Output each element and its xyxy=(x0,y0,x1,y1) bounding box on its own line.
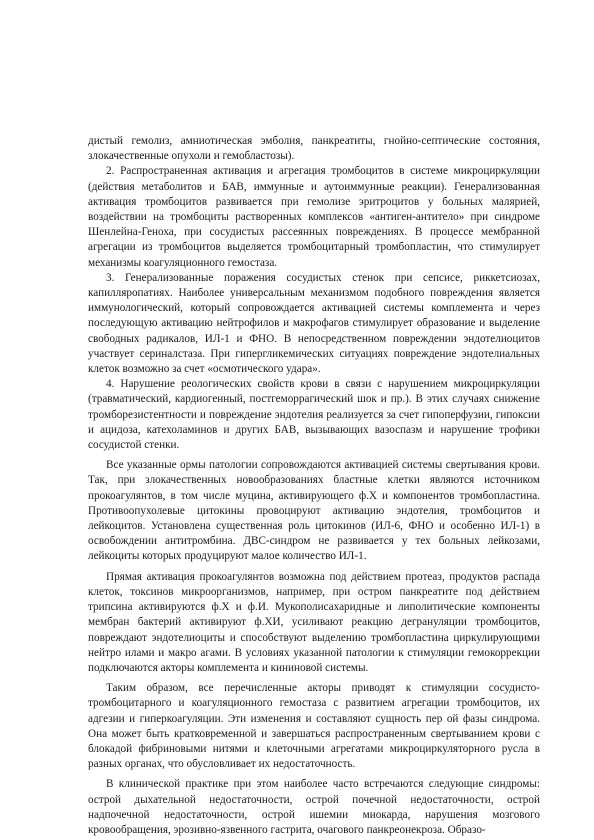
paragraph-item-4: 4. Нарушение реологических свойств крови в связи с нарушением микроциркуляции (травматический, кардиогенный, постгеморрагический шок и пр.). В этих случаях снижение тромборезистентности и повреждение эндотелия реализуется за счет гипоперфузии, гипоксии и ацидоза, катехоламинов и других БАВ, вызывающих вазоспазм и нарушение трофики сосудистой стенки. xyxy=(88,378,540,452)
paragraph-summary-first-phase: Таким образом, все перечисленные акторы приводят к стимуляции сосудисто-тромбоцитарного и коагуляционного гемостаза с развитием агрегации тромбоцитов, их адгезии и гиперкоагуляции. Эти изменения и составляют сущность пер ой фазы синдрома. Она может быть кратковременной и завершаться распространенным свертыванием крови с блокадой фибриновыми нитями и клеточными агрегатами микроциркуляторного русла в разных органах, что обусловливает их недостаточность. xyxy=(88,682,540,771)
paragraph-clinical-syndromes: В клинической практике при этом наиболее часто встречаются следующие синдромы: острой дыхательной недостаточности, острой почечной недостаточности, острой надпочечной недостаточности, острой ишемии миокарда, нарушения мозгового кровообращения, эрозивно-язвенного гастрита, очагового панкреонекроза. Образо- xyxy=(88,778,540,836)
document-page xyxy=(88,134,540,838)
paragraph-item-3: 3. Генерализованные поражения сосудистых стенок при сепсисе, риккетсиозах, капилляропатиях. Наиболее универсальным механизмом подобного повреждения является иммунологический, который сопровождается активацией системы комплемента и через последующую активацию нейтрофилов и макрофагов стимулирует образование и выделение свободных радикалов, ИЛ-1 и ФНО. В непосредственном повреждении эндотелиоцитов участвует сериналстаза. При гипергликемических ситуациях повреждение эндотелиальных клеток возможно за счет «осмотического удара». xyxy=(88,271,540,376)
paragraph-continuation: дистый гемолиз, амниотическая эмболия, панкреатиты, гнойно-септические состояния, злокачественные опухоли и гемобластозы). xyxy=(88,135,540,163)
paragraph-item-2: 2. Распространенная активация и агрегация тромбоцитов в системе микроциркуляции (действия метаболитов и БАВ, иммунные и аутоиммунные реакции). Генерализованная активация тромбоцитов развивается при гемолизе эритроцитов у больных малярией, воздействии на тромбоциты растворенных комплексов «антиген-антитело» при синдроме Шенлейна-Геноха, при сосудистых рассеянных повреждениях. В процессе мембранной агрегации из тромбоцитов выделяется тромбоцитарный тромбопластин, что стимулирует механизмы коагуляционного гемостаза. xyxy=(88,165,540,269)
paragraph-pathology-forms: Все указанные ормы патологии сопровождаются активацией системы свертывания крови. Так, при злокачественных новообразованиях бластные клетки являются источником прокоагулянтов, в том числе муцина, активирующего ф.Х и компонентов тромбопластина. Противоопухолевые цитокины провоцируют активацию эндотелия, тромбоцитов и лейкоцитов. Установлена существенная роль цитокинов (ИЛ-6, ФНО и особенно ИЛ-1) в освобождении антитромбина. ДВС-синдром не развивается у тех больных лейкозами, лейкоциты которых продуцируют малое количество ИЛ-1. xyxy=(88,459,540,563)
paragraph-procoagulant-activation: Прямая активация прокоагулянтов возможна под действием протеаз, продуктов распада клеток, токсинов микроорганизмов, например, при остром панкреатите под действием трипсина активируются ф.Х и ф.И. Мукополисахаридные и липолитические компоненты мембран бактерий активируют ф.ХИ, усиливают реакцию дегрануляции тромбоцитов, повреждают эндотелиоциты и способствуют выделению тромбопластина циркулирующими нейтро илами и макро агами. В условиях указанной патологии к стимуляции гемокоррекции подключаются акторы комплемента и кининовой системы. xyxy=(88,570,540,674)
